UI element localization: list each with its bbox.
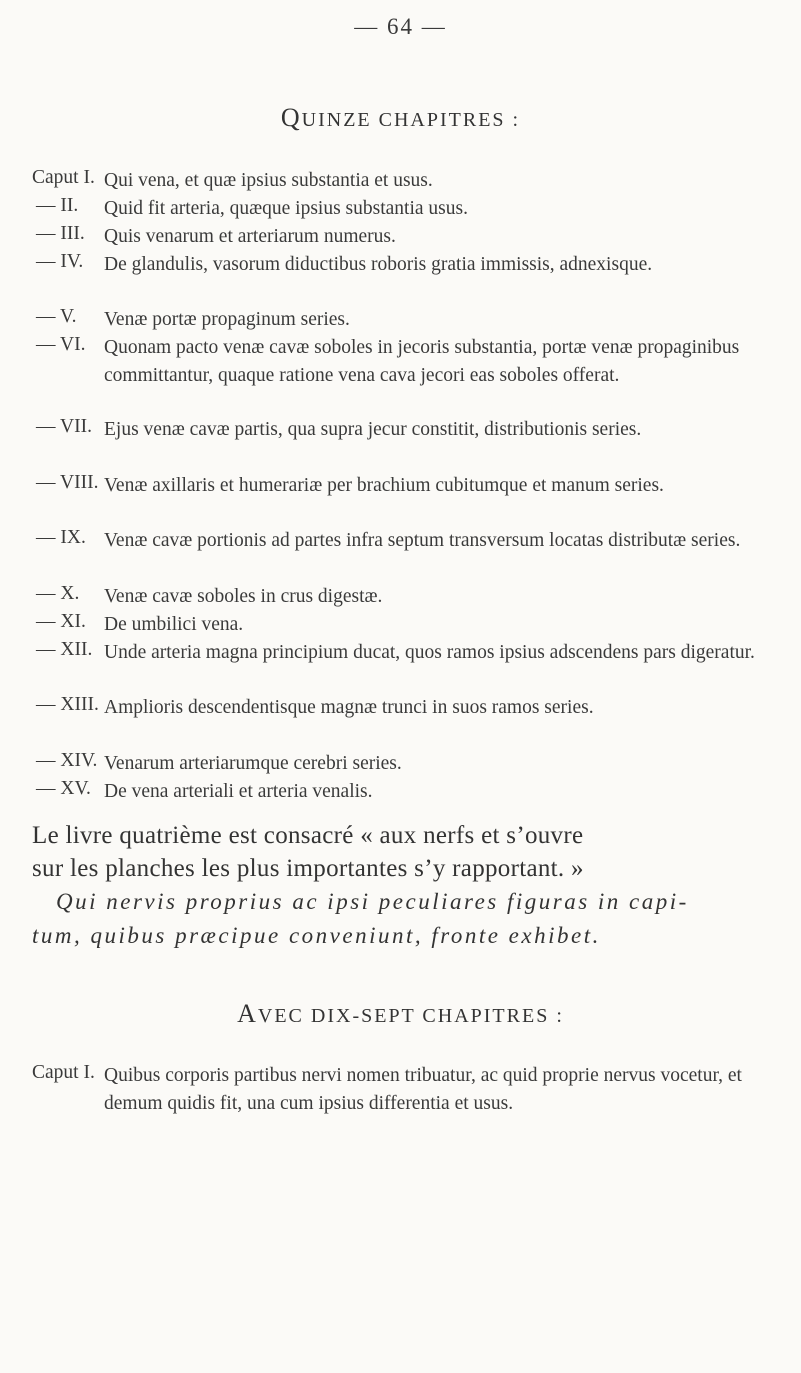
chapter-text: Venæ axillaris et humerariæ per brachium cubitumque et manum series. — [104, 475, 664, 496]
chapter-label: — VII. — [36, 416, 92, 437]
chapter-text: Venæ cavæ portionis ad partes infra septum transversum locatas distributæ series. — [104, 530, 741, 551]
chapter-label: — IV. — [36, 251, 84, 272]
chapter-text: Qui vena, et quæ ipsius substantia et usus. — [104, 170, 433, 191]
chapter-label: — XII. — [36, 639, 93, 660]
heading-initial: A — [237, 999, 258, 1028]
chapter-label: Caput I. — [32, 1062, 95, 1083]
intro-french-line: Le livre quatrième est consacré « aux nerfs et s’ouvre — [32, 822, 584, 849]
chapter-text: De glandulis, vasorum diductibus roboris gratia immissis, adnexisque. — [104, 254, 653, 275]
chapter-label: — V. — [36, 306, 77, 327]
chapter-text: Quonam pacto venæ cavæ soboles in jecoris substantia, portæ venæ propaginibus committantur, quaque ratione vena cava jecori eas soboles offerat. — [104, 337, 740, 386]
intro-latin-line: tum, quibus præcipue conveniunt, fronte exhibet. — [32, 923, 601, 948]
section-heading-dix-sept-chapitres — [0, 999, 801, 1029]
section-heading-quinze-chapitres — [0, 103, 801, 133]
chapter-label: — VI. — [36, 334, 86, 355]
chapter-label: — IX. — [36, 527, 86, 548]
page-number: — 64 — — [354, 14, 447, 39]
chapter-text: Venarum arteriarumque cerebri series. — [104, 753, 402, 774]
chapter-label: — XIV. — [36, 750, 98, 771]
chapter-label: — II. — [36, 195, 79, 216]
chapter-text: De vena arteriali et arteria venalis. — [104, 781, 373, 802]
chapter-text: Venæ portæ propaginum series. — [104, 309, 350, 330]
heading-rest: VEC DIX-SEPT CHAPITRES : — [257, 1005, 564, 1027]
heading-initial: Q — [280, 103, 302, 132]
chapter-label: — X. — [36, 583, 80, 604]
chapter-text: Quid fit arteria, quæque ipsius substantia usus. — [104, 198, 468, 219]
chapter-label: — XIII. — [36, 694, 99, 715]
chapter-text: Venæ cavæ soboles in crus digestæ. — [104, 586, 383, 607]
chapter-text: De umbilici vena. — [104, 614, 244, 635]
heading-rest: UINZE CHAPITRES : — [301, 109, 521, 131]
intro-french-line: sur les planches les plus importantes s’y rapportant. » — [32, 855, 584, 882]
chapter-label: — III. — [36, 223, 85, 244]
chapter-text: Amplioris descendentisque magnæ trunci in suos ramos series. — [104, 697, 594, 718]
chapter-label: Caput I. — [32, 167, 95, 188]
chapter-text: Unde arteria magna principium ducat, quos ramos ipsius adscendens pars digeratur. — [104, 642, 755, 663]
chapter-text: Quis venarum et arteriarum numerus. — [104, 226, 396, 247]
chapter-text: Ejus venæ cavæ partis, qua supra jecur constitit, distributionis series. — [104, 419, 642, 440]
chapter-label: — XI. — [36, 611, 86, 632]
chapter-text: Quibus corporis partibus nervi nomen tribuatur, ac quid proprie nervus vocetur, et demum quidis fit, una cum ipsius differentia et usus. — [104, 1065, 742, 1114]
intro-latin-line: Qui nervis proprius ac ipsi peculiares figuras in capi- — [56, 889, 689, 914]
chapter-label: — XV. — [36, 778, 91, 799]
chapter-label: — VIII. — [36, 472, 99, 493]
